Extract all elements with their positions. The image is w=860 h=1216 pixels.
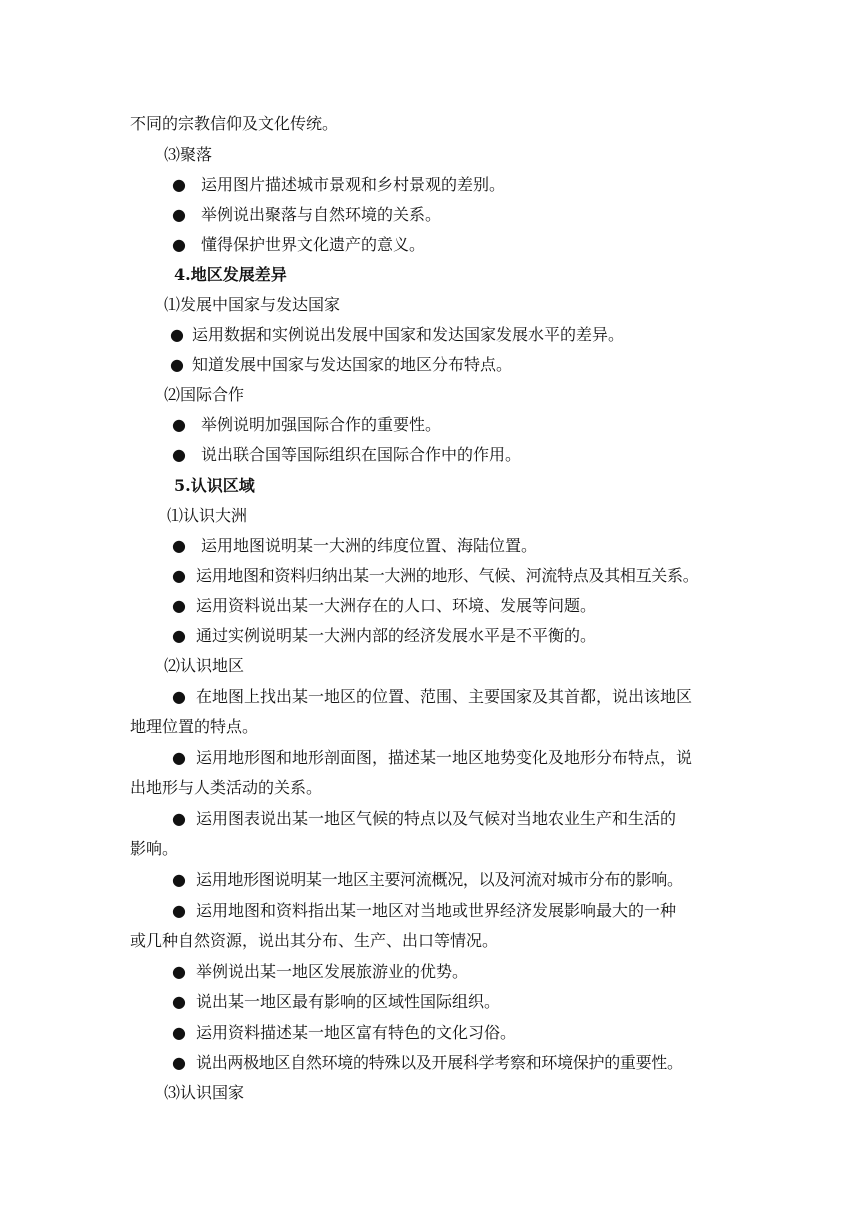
bullet-icon: ● [172,235,186,254]
list-item: ● 运用资料说出某一大洲存在的人口、环境、发展等问题。 [172,596,597,615]
bullet-icon: ● [172,962,186,981]
subsection-heading: ⑵认识地区 [164,656,245,675]
bullet-icon: ● [172,175,186,194]
bullet-icon: ● [172,415,186,434]
list-item: ● 说出两极地区自然环境的特殊以及开展科学考察和环境保护的重要性。 [172,1053,683,1072]
text-line: 影响。 [130,839,179,858]
bullet-icon: ● [172,205,186,224]
list-item: ● 举例说出某一地区发展旅游业的优势。 [172,962,469,981]
list-item: ● 举例说明加强国际合作的重要性。 [172,415,442,434]
bullet-icon: ● [172,748,186,767]
subsection-heading: ⑴认识大洲 [167,506,248,525]
bullet-icon: ● [172,626,186,645]
list-item: ● 运用图片描述城市景观和乡村景观的差别。 [172,175,506,194]
bullet-icon: ● [170,355,184,374]
list-item: ● 运用地图和资料指出某一地区对当地或世界经济发展影响最大的一种 [172,901,677,920]
subsection-heading: ⑵国际合作 [164,385,245,404]
list-item: ● 说出某一地区最有影响的区域性国际组织。 [172,992,501,1011]
bullet-icon: ● [172,1023,186,1042]
list-item: ● 运用资料描述某一地区富有特色的文化习俗。 [172,1023,517,1042]
list-item: ● 说出联合国等国际组织在国际合作中的作用。 [172,445,522,464]
subsection-heading: ⑶认识国家 [164,1083,245,1102]
bullet-icon: ● [170,325,184,344]
bullet-icon: ● [172,687,186,706]
bullet-icon: ● [172,992,186,1011]
text-line: 不同的宗教信仰及文化传统。 [130,114,339,133]
bullet-icon: ● [172,566,186,585]
list-item: ● 运用地形图说明某一地区主要河流概况，以及河流对城市分布的影响。 [172,870,683,889]
bullet-icon: ● [172,870,186,889]
section-heading: 4.地区发展差异 [174,265,287,284]
section-heading: 5.认识区域 [174,476,255,495]
list-item: ● 运用地图说明某一大洲的纬度位置、海陆位置。 [172,536,538,555]
list-item: ● 知道发展中国家与发达国家的地区分布特点。 [170,355,513,374]
list-item: ● 运用地形图和地形剖面图，描述某一地区地势变化及地形分布特点，说 [172,748,693,767]
list-item: ● 通过实例说明某一大洲内部的经济发展水平是不平衡的。 [172,626,597,645]
subsection-heading: ⑶聚落 [164,145,213,164]
list-item: ● 运用图表说出某一地区气候的特点以及气候对当地农业生产和生活的 [172,809,677,828]
bullet-icon: ● [172,596,186,615]
bullet-icon: ● [172,536,186,555]
text-line: 地理位置的特点。 [130,717,259,736]
list-item: ● 懂得保护世界文化遗产的意义。 [172,235,426,254]
text-line: 出地形与人类活动的关系。 [130,778,323,797]
text-line: 或几种自然资源，说出其分布、生产、出口等情况。 [130,931,499,950]
list-item: ● 在地图上找出某一地区的位置、范围、主要国家及其首都，说出该地区 [172,687,693,706]
list-item: ● 运用地图和资料归纳出某一大洲的地形、气候、河流特点及其相互关系。 [172,566,699,585]
bullet-icon: ● [172,901,186,920]
list-item: ● 运用数据和实例说出发展中国家和发达国家发展水平的差异。 [170,325,625,344]
bullet-icon: ● [172,445,186,464]
subsection-heading: ⑴发展中国家与发达国家 [164,295,341,314]
list-item: ● 举例说出聚落与自然环境的关系。 [172,205,442,224]
bullet-icon: ● [172,809,186,828]
bullet-icon: ● [172,1053,186,1072]
